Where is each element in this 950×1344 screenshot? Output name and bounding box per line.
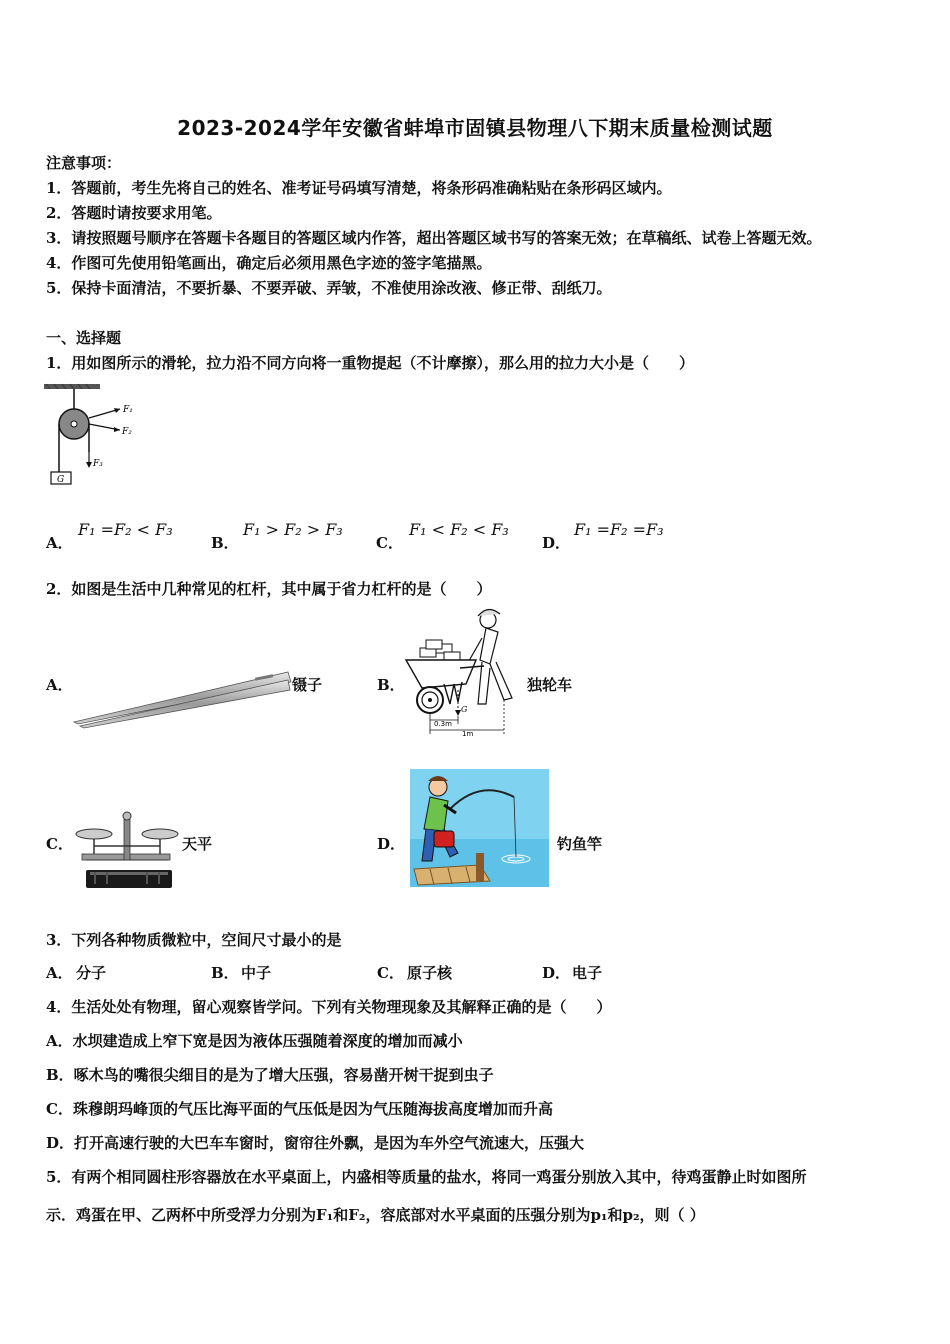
q5-stem-line-2: 示．鸡蛋在甲、乙两杯中所受浮力分别为F₁和F₂，容底部对水平桌面的压强分别为p₁和p₂，则（ ） bbox=[46, 1206, 705, 1224]
page-title: 2023-2024学年安徽省蚌埠市固镇县物理八下期末质量检测试题 bbox=[177, 116, 773, 140]
balance-image bbox=[72, 806, 184, 890]
q1-option-a-formula: F₁ =F₂ < F₃ bbox=[78, 520, 173, 539]
q2-option-d-letter: D． bbox=[377, 835, 406, 853]
q4-option-c: C．珠穆朗玛峰顶的气压比海平面的气压低是因为气压随海拔高度增加而升高 bbox=[46, 1100, 553, 1118]
wheelbarrow-label-d2: 1m bbox=[462, 730, 474, 738]
wheelbarrow-label-g: G bbox=[461, 705, 468, 714]
q1-option-c-letter: C． bbox=[376, 534, 403, 552]
wheelbarrow-image bbox=[400, 604, 526, 736]
label-f2: F₂ bbox=[122, 427, 132, 437]
q3-option-b-letter: B． bbox=[211, 964, 239, 982]
notice-heading: 注意事项： bbox=[46, 154, 122, 172]
q3-stem: 3．下列各种物质微粒中，空间尺寸最小的是 bbox=[46, 931, 342, 949]
q1-option-b-letter: B． bbox=[211, 534, 239, 552]
q3-option-d-letter: D． bbox=[542, 964, 571, 982]
q2-option-a-label: 镊子 bbox=[292, 676, 323, 694]
q2-stem: 2．如图是生活中几种常见的杠杆，其中属于省力杠杆的是（ ） bbox=[46, 580, 492, 598]
q4-option-b: B．啄木鸟的嘴很尖细目的是为了增大压强，容易凿开树干捉到虫子 bbox=[46, 1066, 494, 1084]
q1-option-d-formula: F₁ =F₂ =F₃ bbox=[574, 520, 664, 539]
q3-option-c-letter: C． bbox=[377, 964, 404, 982]
tweezers-image bbox=[70, 668, 292, 734]
q3-option-b-text: 中子 bbox=[241, 964, 272, 982]
q2-option-a-letter: A． bbox=[46, 676, 73, 694]
q1-option-d-letter: D． bbox=[542, 534, 571, 552]
q2-option-b-letter: B． bbox=[377, 676, 405, 694]
q5-stem-line-1: 5．有两个相同圆柱形容器放在水平桌面上，内盛相等质量的盐水，将同一鸡蛋分别放入其中，待鸡蛋静止时如图所 bbox=[46, 1168, 807, 1186]
notice-item-1: 1．答题前，考生先将自己的姓名、准考证号码填写清楚，将条形码准确粘贴在条形码区域内。 bbox=[46, 179, 672, 197]
q2-option-c-label: 天平 bbox=[182, 835, 213, 853]
notice-item-3: 3．请按照题号顺序在答题卡各题目的答题区域内作答，超出答题区域书写的答案无效；在草稿纸、试卷上答题无效。 bbox=[46, 229, 822, 247]
pulley-figure bbox=[40, 382, 150, 492]
section-heading: 一、选择题 bbox=[46, 329, 122, 347]
q3-option-d-text: 电子 bbox=[572, 964, 603, 982]
label-f1: F₁ bbox=[123, 405, 133, 415]
notice-item-5: 5．保持卡面清洁，不要折暴、不要弄破、弄皱，不准使用涂改液、修正带、刮纸刀。 bbox=[46, 279, 612, 297]
q3-option-a-letter: A． bbox=[46, 964, 73, 982]
q3-option-c-text: 原子核 bbox=[407, 964, 453, 982]
q4-option-a: A．水坝建造成上窄下宽是因为液体压强随着深度的增加而减小 bbox=[46, 1032, 463, 1050]
q3-option-a-text: 分子 bbox=[76, 964, 107, 982]
label-g: G bbox=[57, 475, 65, 485]
notice-item-4: 4．作图可先使用铅笔画出，确定后必须用黑色字迹的签字笔描黑。 bbox=[46, 254, 492, 272]
q1-option-a-letter: A． bbox=[46, 534, 73, 552]
fishing-rod-image bbox=[410, 769, 549, 887]
notice-item-2: 2．答题时请按要求用笔。 bbox=[46, 204, 222, 222]
q4-stem: 4．生活处处有物理，留心观察皆学问。下列有关物理现象及其解释正确的是（ ） bbox=[46, 998, 612, 1016]
q2-option-d-label: 钓鱼竿 bbox=[557, 835, 603, 853]
q2-option-b-label: 独轮车 bbox=[527, 676, 573, 694]
q1-option-b-formula: F₁ > F₂ > F₃ bbox=[243, 520, 343, 539]
q1-stem: 1．用如图所示的滑轮，拉力沿不同方向将一重物提起（不计摩擦），那么用的拉力大小是（ ） bbox=[46, 354, 694, 372]
q1-option-c-formula: F₁ < F₂ < F₃ bbox=[409, 520, 509, 539]
q4-option-d: D．打开高速行驶的大巴车车窗时，窗帘往外飘，是因为车外空气流速大，压强大 bbox=[46, 1134, 585, 1152]
label-f3: F₃ bbox=[93, 459, 103, 469]
wheelbarrow-label-d1: 0.3m bbox=[434, 720, 452, 728]
q2-option-c-letter: C． bbox=[46, 835, 73, 853]
